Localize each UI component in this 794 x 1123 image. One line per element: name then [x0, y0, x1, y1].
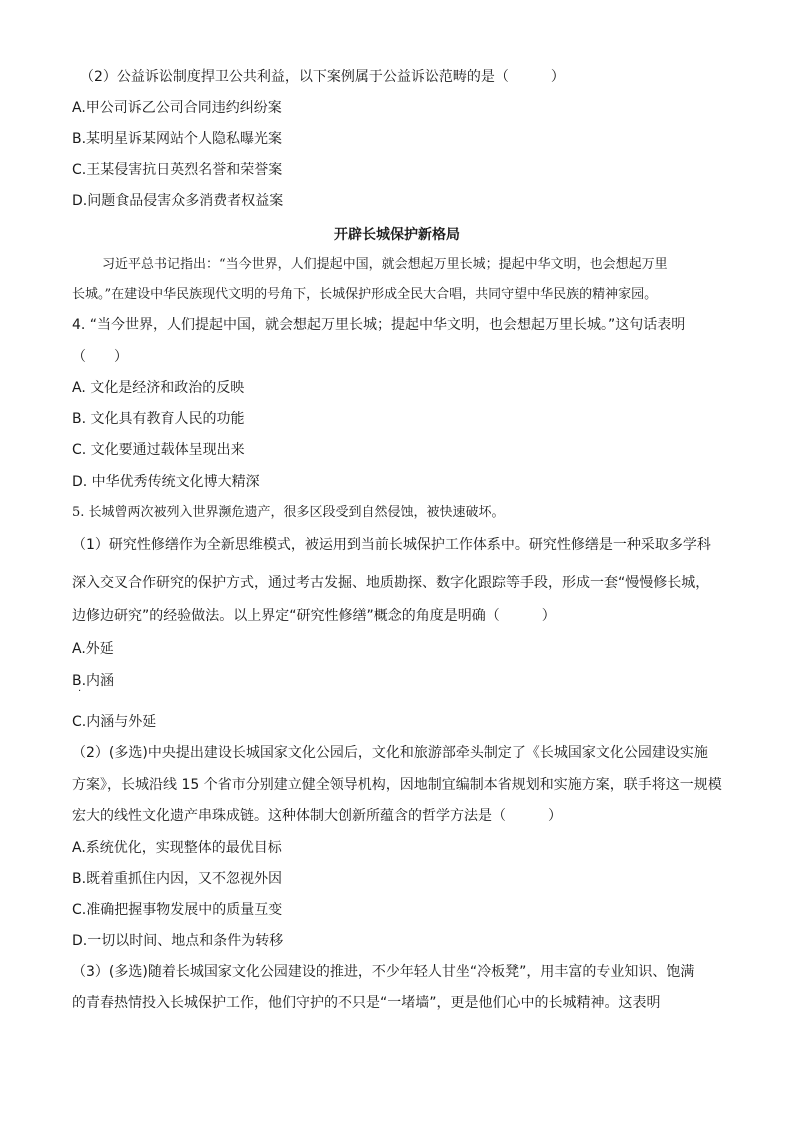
option-a: A.系统优化，实现整体的最优目标 [72, 840, 282, 856]
option-c: C.内涵与外延 [72, 714, 157, 730]
option-a: A.外延 [72, 641, 114, 657]
option-a: A.甲公司诉乙公司合同违约纠纷案 [72, 100, 282, 116]
intro-line-2: 长城。”在建设中华民族现代文明的号角下，长城保护形成全民大合唱，共同守望中华民族的精神家园。 [72, 287, 658, 302]
question-stem-line-2: 的青春热情投入长城保护工作，他们守护的不只是“一堵墙”，更是他们心中的长城精神。这表明 [72, 995, 661, 1011]
question-stem-line-1: （2）(多选)中央提出建设长城国家文化公园后，文化和旅游部牵头制定了《长城国家文化公园建设实施 [72, 745, 708, 761]
question-stem: （2）公益诉讼制度捍卫公共利益，以下案例属于公益诉讼范畴的是（ ） [80, 69, 565, 85]
stray-mark: · [78, 686, 82, 697]
option-d: D. 中华优秀传统文化博大精深 [72, 474, 260, 490]
question-stem-line-2: 方案》，长城沿线 15 个省市分别建立健全领导机构，因地制宜编制本省规划和实施方案，联手将这一规模 [72, 777, 722, 793]
question-stem-line-2: （ ） [72, 349, 128, 365]
question-stem-line-1: （1）研究性修缮作为全新思维模式，被运用到当前长城保护工作体系中。研究性修缮是一种采取多学科 [72, 537, 711, 553]
option-b: B.既着重抓住内因，又不忽视外因 [72, 871, 283, 887]
option-d: D.问题食品侵害众多消费者权益案 [72, 193, 284, 209]
question-5-intro: 5. 长城曾两次被列入世界濒危遗产，很多区段受到自然侵蚀，被快速破坏。 [72, 505, 505, 520]
question-stem-line-3: 边修边研究”的经验做法。以上界定“研究性修缮”概念的角度是明确（ ） [72, 608, 556, 624]
section-title: 开辟长城保护新格局 [334, 227, 460, 243]
option-c: C. 文化要通过载体呈现出来 [72, 442, 245, 458]
question-stem-line-2: 深入交叉合作研究的保护方式，通过考古发掘、地质勘探、数字化跟踪等手段，形成一套“慢慢修长城， [72, 575, 710, 591]
option-a: A. 文化是经济和政治的反映 [72, 380, 245, 396]
option-b: B.某明星诉某网站个人隐私曝光案 [72, 131, 283, 147]
question-stem-line-1: 4. “当今世界，人们提起中国，就会想起万里长城；提起中华文明，也会想起万里长城。”这句话表明 [72, 317, 686, 333]
option-b: B. 文化具有教育人民的功能 [72, 411, 245, 427]
question-stem-line-3: 宏大的线性文化遗产串珠成链。这种体制大创新所蕴含的哲学方法是（ ） [72, 808, 562, 824]
option-c: C.王某侵害抗日英烈名誉和荣誉案 [72, 162, 283, 178]
option-d: D.一切以时间、地点和条件为转移 [72, 933, 284, 949]
option-c: C.准确把握事物发展中的质量互变 [72, 902, 283, 918]
intro-line-1: 习近平总书记指出：“当今世界，人们提起中国，就会想起万里长城；提起中华文明，也会想起万里 [102, 257, 668, 272]
question-stem-line-1: （3）(多选)随着长城国家文化公园建设的推进，不少年轻人甘坐“冷板凳”，用丰富的专业知识、饱满 [72, 964, 695, 980]
option-b: B.内涵 [72, 673, 115, 689]
